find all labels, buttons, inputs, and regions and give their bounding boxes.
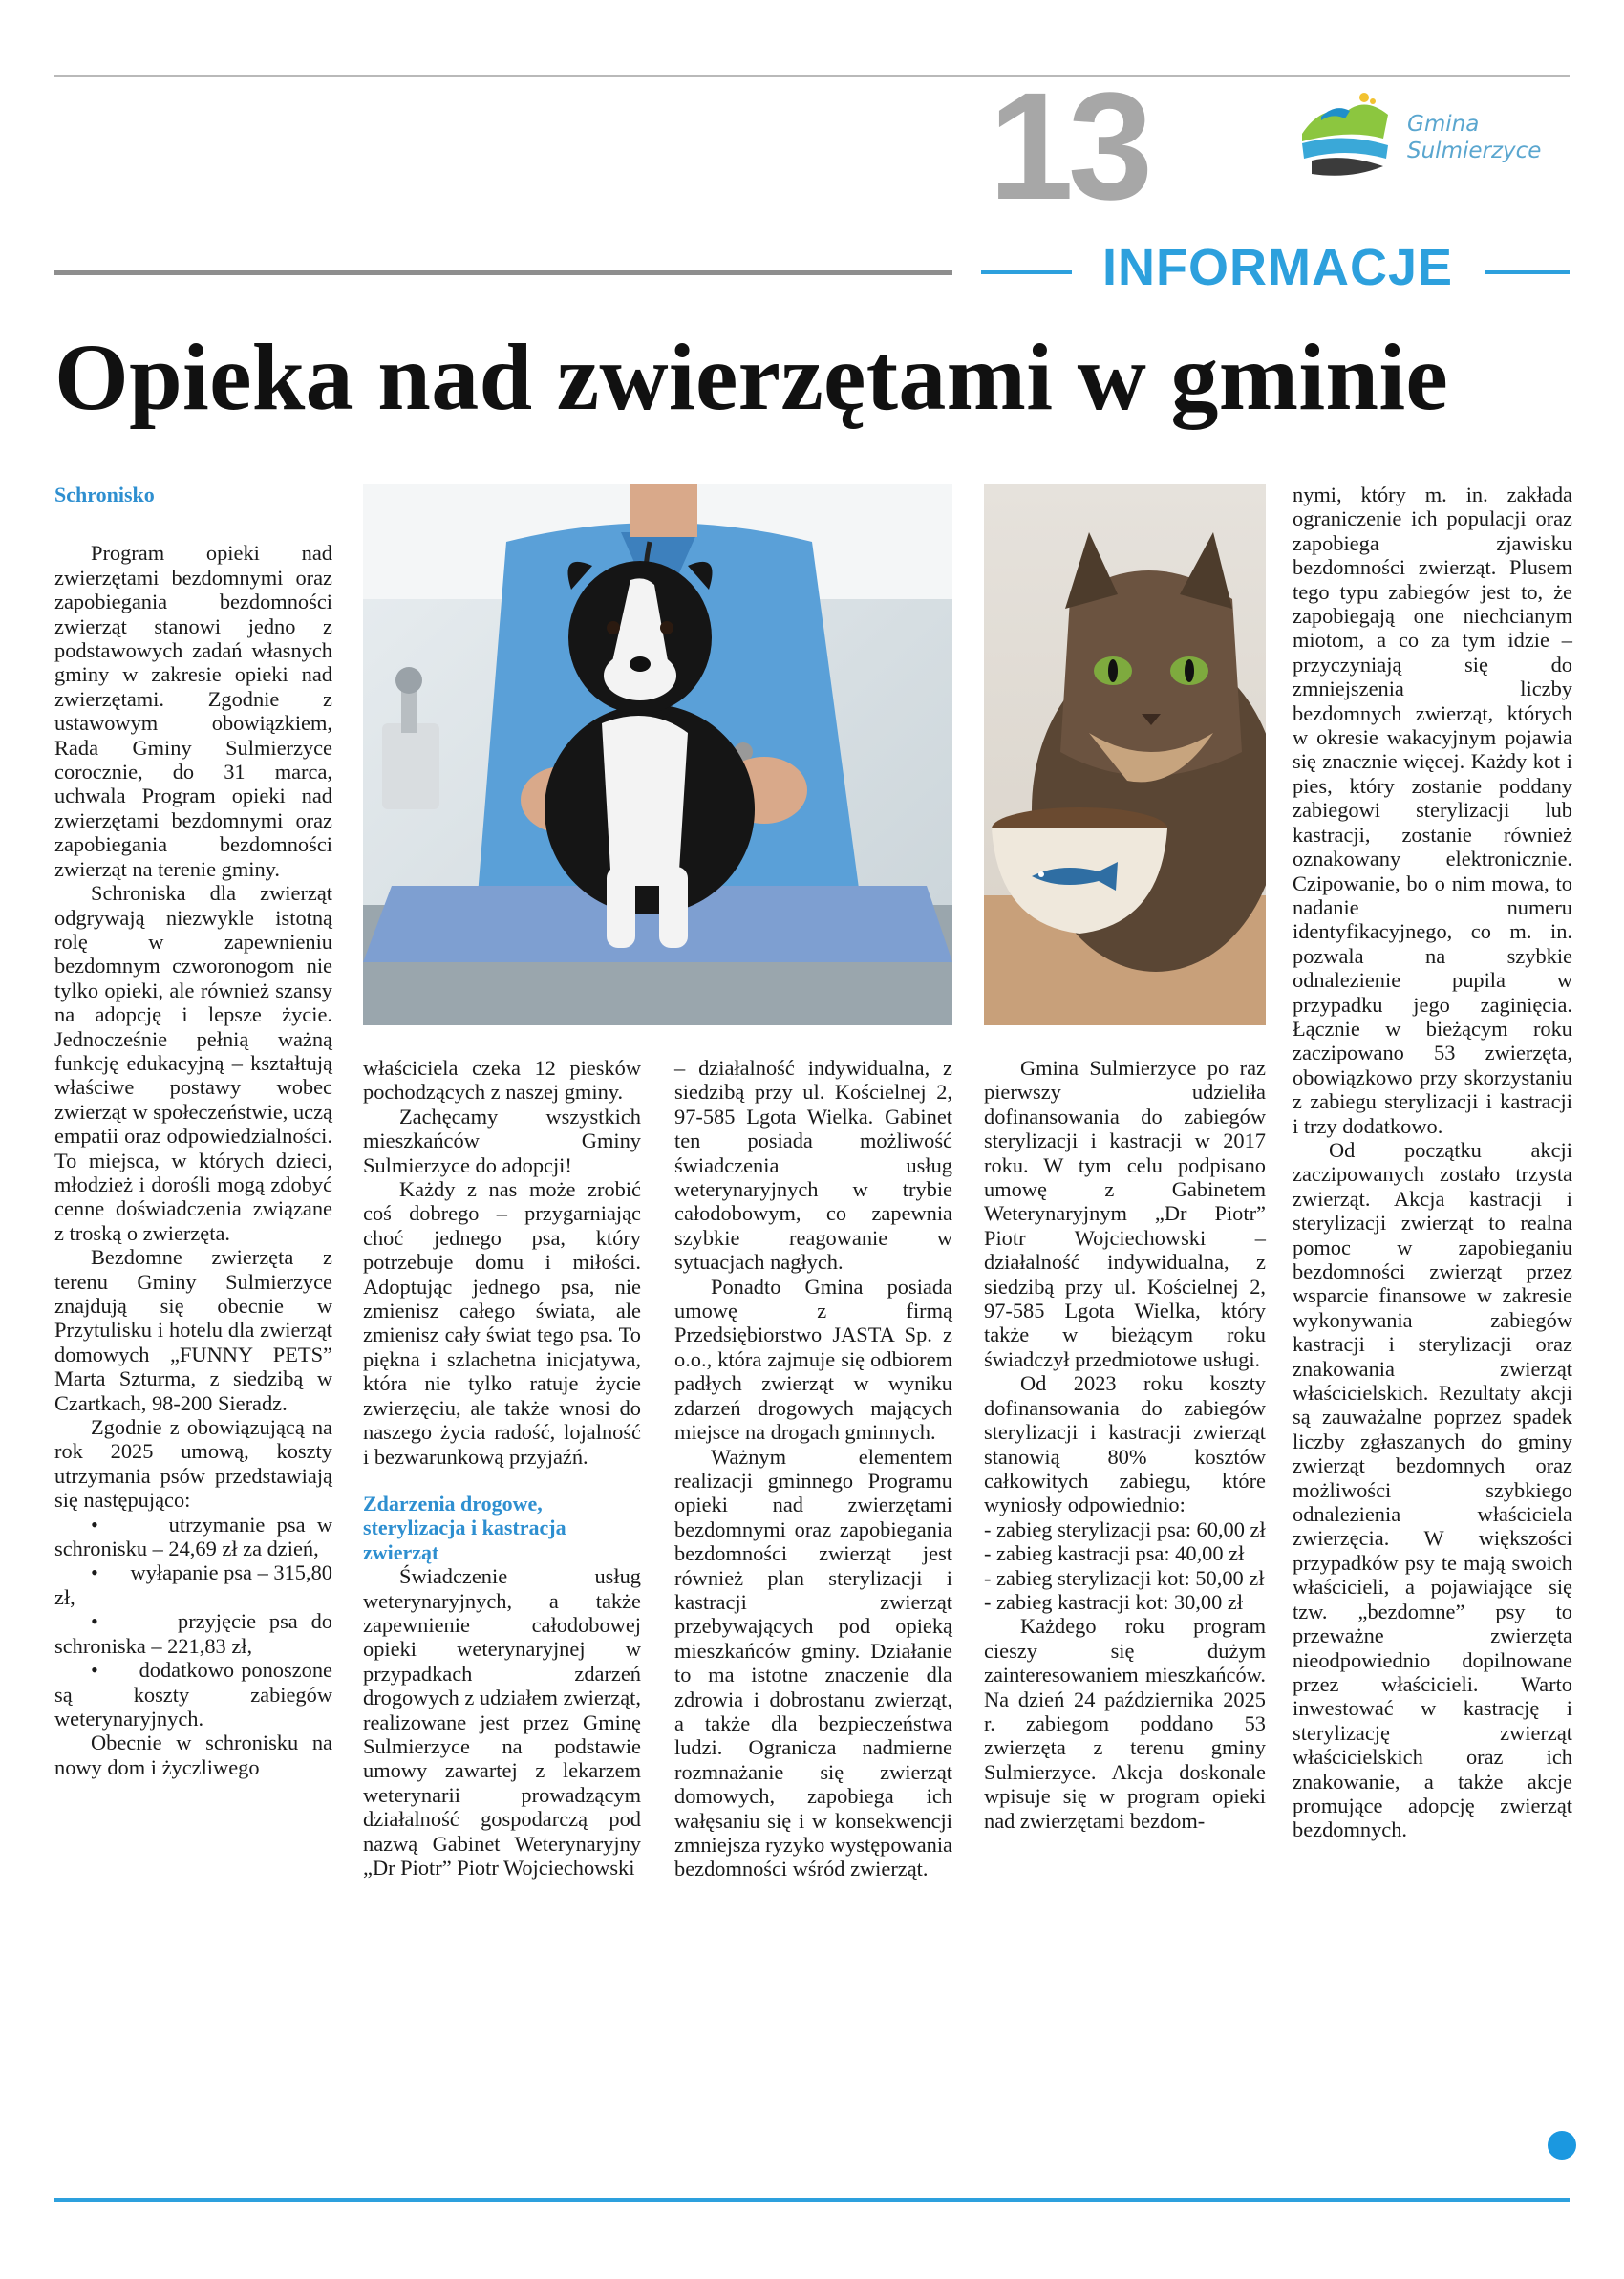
cost-item-weterynaryjne: • dodatkowo ponoszone są koszty zabiegów weterynaryjnych. xyxy=(54,1658,332,1731)
top-rule xyxy=(54,75,1570,77)
gmina-emblem-icon xyxy=(1293,86,1402,182)
logo-text-line2: Sulmierzyce xyxy=(1407,139,1542,163)
section-dash-left xyxy=(981,270,1072,274)
col4-paragraph-1: Gmina Sulmierzyce po raz pierwszy udzieliła dofinansowania do zabiegów sterylizacji i kastracji w 2017 roku. W tym celu podpisano umowę z Gabinetem Weterynaryjnym „Dr Piotr” Piotr Wojciechowski – działalność indywidualna, z siedzibą przy ul. Kościelnej 2, 97-585 Lgota Wielka, który także w bieżącym roku świadczył przedmiotowe usługi. xyxy=(984,1056,1266,1371)
end-of-article-dot xyxy=(1548,2131,1576,2160)
col3-paragraph-3: Ważnym elementem realizacji gminnego Programu opieki nad zwierzętami bezdomnymi oraz zapobiegania bezdomności zwierząt jest również plan sterylizacji i kastracji zwierząt przebywających pod opieką mieszkańców gminy. Działanie to ma istotne znaczenie dla zdrowia i dobrostanu zwierząt, a także dla bezpieczeństwa ludzi. Ogranicza nadmierne rozmnażanie się zwierząt domowych, zapobiega ich wałęsaniu się i w konsekwencji zmniejsza ryzyko występowania bezdomności wśród zwierząt. xyxy=(674,1444,952,1881)
gmina-logo xyxy=(1293,86,1560,191)
column-1 xyxy=(54,483,332,1779)
col2-paragraph-3: Każdy z nas może zrobić coś dobrego – przygarniając choć jednego psa, który potrzebuje domu i miłości. Adoptując jednego psa, nie zmienisz całego świata, ale zmienisz cały świat tego psa. To piękna i szlachetna inicjatywa, która nie tylko ratuje życie zwierzęciu, ale także wnosi do naszego życia radość, lojalność i bezwarunkową przyjaźń. xyxy=(363,1177,641,1469)
column-2 xyxy=(363,1056,641,1880)
col2-paragraph-1: właściciela czeka 12 piesków pochodzących z naszej gminy. xyxy=(363,1056,641,1105)
photo-vet-with-puppy xyxy=(363,484,952,1025)
section-rule-gray xyxy=(54,270,952,275)
fee-kastracja-psa: - zabieg kastracji psa: 40,00 zł xyxy=(984,1541,1245,1566)
col4-paragraph-2: Od 2023 roku koszty dofinansowania do zabiegów sterylizacji i kastracji zwierząt stanowią 80% kosztów całkowitych zabiegu, które wyniosły odpowiednio: xyxy=(984,1371,1266,1517)
col1-paragraph-3: Bezdomne zwierzęta z terenu Gminy Sulmierzyce znajdują się obecnie w Przytulisku i hotelu dla zwierząt domowych „FUNNY PETS” Marta Szturma, z siedzibą w Czartkach, 98-200 Sieradz. xyxy=(54,1245,332,1415)
cost-item-przyjecie: • przyjęcie psa do schroniska – 221,83 zł, xyxy=(54,1609,332,1658)
subhead-zdarzenia-drogowe: Zdarzenia drogowe, sterylizacja i kastracja zwierząt xyxy=(363,1491,566,1564)
section-dash-right xyxy=(1485,270,1570,274)
bottom-rule xyxy=(54,2198,1570,2202)
column-4 xyxy=(984,1056,1266,1833)
article-headline: Opieka nad zwierzętami w gminie xyxy=(54,324,1449,430)
section-label: INFORMACJE xyxy=(1101,239,1453,296)
col4-paragraph-3: Każdego roku program cieszy się dużym zainteresowaniem mieszkańców. Na dzień 24 października 2025 r. zabiegom poddano 53 zwierzęta z terenu gminy Sulmierzyce. Akcja doskonale wpisuje się w program opieki nad zwierzętami bezdom- xyxy=(984,1614,1266,1833)
fee-sterylizacja-psa: - zabieg sterylizacji psa: 60,00 zł xyxy=(984,1516,1266,1541)
fee-kastracja-kot: - zabieg kastracji kot: 30,00 zł xyxy=(984,1589,1244,1614)
col2-paragraph-2: Zachęcamy wszystkich mieszkańców Gminy Sulmierzyce do adopcji! xyxy=(363,1104,641,1177)
col1-paragraph-4: Zgodnie z obowiązującą na rok 2025 umową, koszty utrzymania psów przedstawiają się następująco: xyxy=(54,1415,332,1513)
col1-paragraph-1: Program opieki nad zwierzętami bezdomnymi oraz zapobiegania bezdomności zwierząt stanowi jedno z podstawowych zadań własnych gminy w zakresie opieki nad zwierzętami. Zgodnie z ustawowym obowiązkiem, Rada Gminy Sulmierzyce corocznie, do 31 marca, uchwala Program opieki nad zwierzętami bezdomnymi oraz zapobiegania bezdomności zwierząt na terenie gminy. xyxy=(54,541,332,881)
col1-paragraph-2: Schroniska dla zwierząt odgrywają niezwykle istotną rolę w zapewnieniu bezdomnym czworonogom nie tylko opieki, ale również szansy na adopcję i lepsze życie. Jednocześnie pełnią ważną funkcję edukacyjną – kształtują właściwe postawy wobec zwierząt w społeczeństwie, uczą empatii oraz odpowiedzialności. To miejsca, w których dzieci, młodzież i dorośli mogą zdobyć cenne doświadczenia związane z troską o zwierzęta. xyxy=(54,881,332,1245)
cost-item-utrzymanie: • utrzymanie psa w schronisku – 24,69 zł za dzień, xyxy=(54,1512,332,1561)
fee-sterylizacja-kot: - zabieg sterylizacji kot: 50,00 zł xyxy=(984,1565,1265,1590)
page-number: 13 xyxy=(989,60,1147,231)
col1-paragraph-5: Obecnie w schronisku na nowy dom i życzliwego xyxy=(54,1731,332,1779)
col5-paragraph-1: nymi, który m. in. zakłada ograniczenie ich populacji oraz zapobiega zjawisku bezdomności zwierząt. Plusem tego typu zabiegów jest to, że zapobiegają one niechcianym miotom, a co za tym idzie – przyczyniają się do zmniejszenia liczby bezdomnych zwierząt, których w okresie wakacyjnym pojawia się znacznie więcej. Każdy kot i pies, który zostanie poddany zabiegowi sterylizacji lub kastracji, zostanie również oznakowany elektronicznie. Czipowanie, bo o nim mowa, to nadanie numeru identyfikacyjnego, co m. in. pozwala na szybkie odnalezienie pupila w przypadku jego zaginięcia. Łącznie w bieżącym roku zaczipowano 53 zwierzęta, obowiązkowo przy skorzystaniu z zabiegu sterylizacji i kastracji i trzy dodatkowo. xyxy=(1293,483,1572,1138)
col5-paragraph-2: Od początku akcji zaczipowanych zostało trzysta zwierząt. Akcja kastracji i sterylizacji zwierząt to realna pomoc w zapobieganiu bezdomności zwierząt przez wsparcie finansowe w zakresie wykonywania zabiegów kastracji i sterylizacji oraz znakowania zwierząt właścicielskich. Rezultaty akcji są zauważalne poprzez spadek liczby zgłaszanych do gminy zwierząt bezdomnych oraz możliwości szybkiego odnalezienia właściciela zwierzęcia. W większości przypadków psy te mają swoich właścicieli, a pojawiające się tzw. „bezdomne” psy to przeważne zwierzęta nieodpowiednio dopilnowane przez właścicieli. Warto inwestować w kastrację i sterylizację zwierząt właścicielskich oraz ich znakowanie, a także akcje promujące adopcję zwierząt bezdomnych. xyxy=(1293,1137,1572,1842)
col3-paragraph-2: Ponadto Gmina posiada umowę z firmą Przedsiębiorstwo JASTA Sp. z o.o., która zajmuje się odbiorem padłych zwierząt w wyniku zdarzeń drogowych mających miejsce na drogach gminnych. xyxy=(674,1274,952,1445)
cost-item-wylapanie: • wyłapanie psa – 315,80 zł, xyxy=(54,1560,332,1609)
logo-text-line1: Gmina xyxy=(1407,112,1480,137)
col3-paragraph-1: – działalność indywidualna, z siedzibą przy ul. Kościelnej 2, 97-585 Lgota Wielka. Gabinet ten posiada możliwość świadczenia usług weterynaryjnych w trybie całodobowym, co zapewnia szybkie reagowanie w sytuacjach nagłych. xyxy=(674,1056,952,1275)
col2-paragraph-4: Świadczenie usług weterynaryjnych, a także zapewnienie całodobowej opieki weterynaryjnej w przypadkach zdarzeń drogowych z udziałem zwierząt, realizowane jest przez Gminę Sulmierzyce na podstawie umowy zawartej z lekarzem weterynarii prowadzącym działalność gospodarczą pod nazwą Gabinet Weterynaryjny „Dr Piotr” Piotr Wojciechowski xyxy=(363,1564,641,1880)
spacer xyxy=(363,1469,641,1492)
column-3 xyxy=(674,1056,952,1881)
spacer xyxy=(54,506,332,541)
photo-cat-with-bowl xyxy=(984,484,1266,1025)
logo-text xyxy=(1407,111,1541,164)
subhead-schronisko: Schronisko xyxy=(54,483,155,506)
column-5 xyxy=(1293,483,1572,1842)
